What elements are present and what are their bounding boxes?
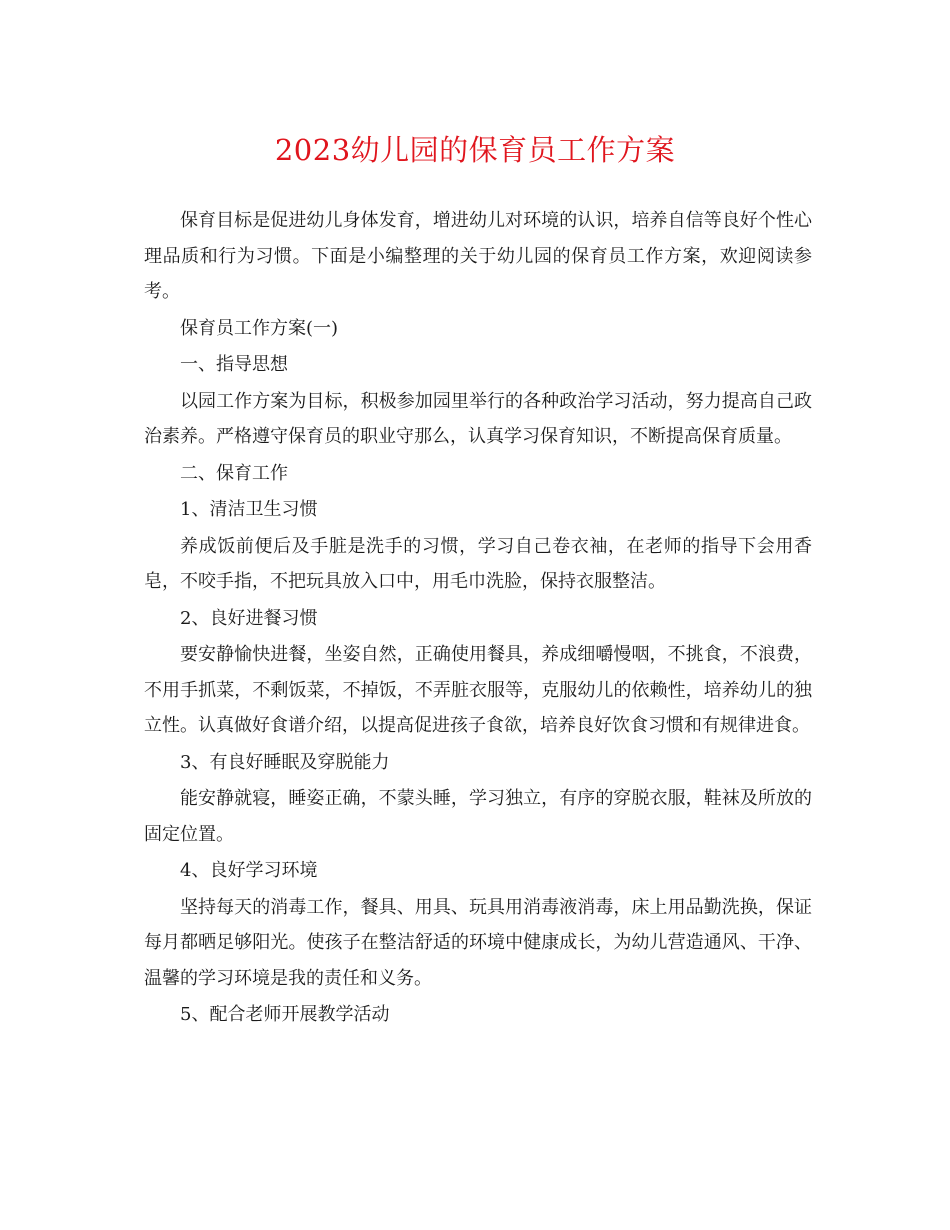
subheading-eating-habits: 2、良好进餐习惯 xyxy=(180,607,318,629)
subheading-sleep-dressing: 3、有良好睡眠及穿脱能力 xyxy=(180,751,390,773)
paragraph-guiding-thought: 以园工作方案为目标，积极参加园里举行的各种政治学习活动，努力提高自己政治素养。严格遵守保育员的职业守那么，认真学习保育知识，不断提高保育质量。 xyxy=(144,390,812,447)
document-title: 2023幼儿园的保育员工作方案 xyxy=(274,133,676,167)
paragraph-learning-environment: 坚持每天的消毒工作，餐具、用具、玩具用消毒液消毒，床上用品勤洗换，保证每月都晒足够阳光。使孩子在整洁舒适的环境中健康成长，为幼儿营造通风、干净、温馨的学习环境是我的责任和义务。 xyxy=(144,896,812,989)
subheading-learning-environment: 4、良好学习环境 xyxy=(180,860,318,881)
section-heading-guiding-thought: 一、指导思想 xyxy=(180,354,288,375)
subheading-teaching-cooperation: 5、配合老师开展教学活动 xyxy=(180,1004,390,1025)
subheading-hygiene-habits: 1、清洁卫生习惯 xyxy=(180,499,318,520)
paragraph-eating-habits: 要安静愉快进餐，坐姿自然，正确使用餐具，养成细嚼慢咽，不挑食，不浪费，不用手抓菜，不剩饭菜，不掉饭，不弄脏衣服等，克服幼儿的依赖性，培养幼儿的独立性。认真做好食谱介绍，以提高促进孩子食欲，培养良好饮食习惯和有规律进食。 xyxy=(144,644,812,736)
section-heading-childcare-work: 二、保育工作 xyxy=(180,462,288,484)
section-heading-plan-one: 保育员工作方案(一) xyxy=(180,317,339,339)
document-body xyxy=(144,203,812,1034)
intro-paragraph: 保育目标是促进幼儿身体发育，增进幼儿对环境的认识，培养自信等良好个性心理品质和行为习惯。下面是小编整理的关于幼儿园的保育员工作方案，欢迎阅读参考。 xyxy=(144,210,812,302)
paragraph-sleep-dressing: 能安静就寝，睡姿正确，不蒙头睡，学习独立，有序的穿脱衣服，鞋袜及所放的固定位置。 xyxy=(144,788,812,845)
paragraph-hygiene-habits: 养成饭前便后及手脏是洗手的习惯，学习自己卷衣袖，在老师的指导下会用香皂，不咬手指，不把玩具放入口中，用毛巾洗脸，保持衣服整洁。 xyxy=(144,535,812,592)
